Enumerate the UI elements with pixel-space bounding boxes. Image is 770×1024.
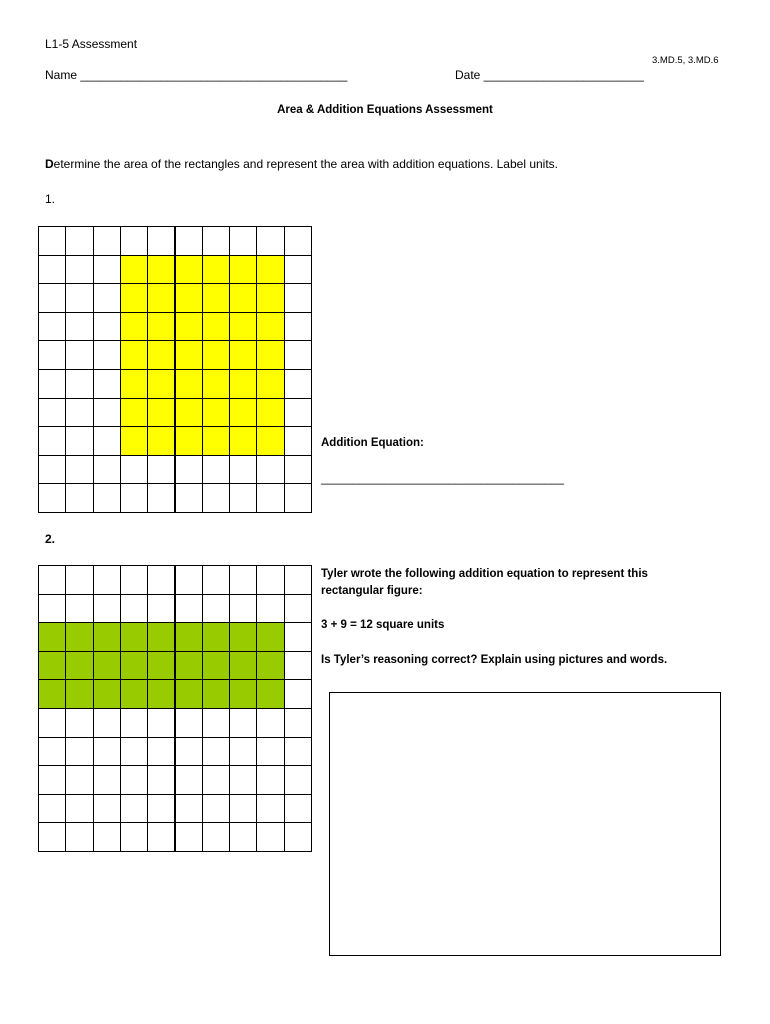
q2-prompt-line2: rectangular figure: [321,585,423,597]
q1-grid-cell [147,255,175,285]
q2-grid-cell [175,708,203,738]
q1-grid-cell [175,369,203,399]
q2-grid-cell [256,565,284,595]
q2-grid-cell [202,737,230,767]
q1-grid-cell [147,398,175,428]
q2-grid-cell [38,822,66,852]
q2-grid-cell [65,794,93,824]
q1-grid-cell [38,426,66,456]
q1-grid-cell [65,455,93,485]
q1-grid-cell [147,283,175,313]
q1-grid-cell [93,455,121,485]
q2-grid-cell [175,651,203,681]
q2-grid-cell [229,708,257,738]
q1-grid-cell [38,283,66,313]
q1-grid-cell [202,340,230,370]
q2-grid-cell [175,737,203,767]
q1-grid-cell [284,283,312,313]
q2-grid-cell [256,765,284,795]
q2-grid-cell [93,765,121,795]
q2-grid-cell [120,565,148,595]
q1-grid-cell [147,426,175,456]
q2-grid-cell [147,822,175,852]
q2-grid-cell [202,708,230,738]
q2-question: Is Tyler’s reasoning correct? Explain using pictures and words. [321,654,668,666]
q2-grid-cell [147,679,175,709]
q1-grid-cell [175,255,203,285]
q1-grid-cell [38,398,66,428]
q1-grid-cell [65,255,93,285]
q2-grid-cell [202,622,230,652]
q1-grid-cell [120,426,148,456]
q1-grid [38,226,311,512]
q1-grid-cell [202,455,230,485]
q2-grid-cell [256,679,284,709]
q2-grid-cell [229,679,257,709]
q1-grid-cell [93,369,121,399]
q1-grid-cell [284,426,312,456]
q1-grid-cell [120,226,148,256]
q2-grid-cell [202,565,230,595]
q2-grid-cell [147,765,175,795]
q1-grid-cell [38,455,66,485]
q1-grid-cell [175,426,203,456]
q1-grid-cell [93,398,121,428]
q2-grid-cell [229,622,257,652]
q1-grid-cell [202,369,230,399]
q1-grid-cell [65,426,93,456]
q2-grid-cell [284,822,312,852]
q1-grid-cell [93,255,121,285]
q2-grid-cell [38,679,66,709]
q1-grid-cell [175,340,203,370]
q2-grid-cell [229,737,257,767]
q1-grid-cell [256,455,284,485]
date-field[interactable]: Date ________________________ [455,68,644,82]
q2-grid-cell [229,594,257,624]
q2-grid-cell [38,622,66,652]
q1-grid-cell [229,283,257,313]
q1-grid-cell [202,255,230,285]
lesson-label: L1-5 Assessment [45,37,138,51]
q2-grid-cell [175,679,203,709]
q2-answer-box[interactable] [329,692,721,956]
q1-grid-cell [147,483,175,513]
q1-grid-cell [229,226,257,256]
q1-grid-cell [93,340,121,370]
q2-grid-cell [93,708,121,738]
q1-grid-cell [202,398,230,428]
q2-grid-cell [93,794,121,824]
q2-grid-cell [147,622,175,652]
q2-grid-cell [284,679,312,709]
q2-grid-cell [256,822,284,852]
q1-grid-cell [284,312,312,342]
q1-grid-cell [175,312,203,342]
q2-grid-cell [175,594,203,624]
q2-grid-cell [38,708,66,738]
q1-grid-cell [120,340,148,370]
q2-grid-cell [93,594,121,624]
q1-grid-cell [229,312,257,342]
q2-grid-cell [147,794,175,824]
q2-grid-cell [38,794,66,824]
q1-grid-cell [38,312,66,342]
q2-grid-cell [65,622,93,652]
q2-grid-cell [229,651,257,681]
q2-grid-cell [229,794,257,824]
q2-grid-cell [38,594,66,624]
q2-grid-cell [120,822,148,852]
q1-grid-cell [256,398,284,428]
q2-grid-cell [284,594,312,624]
q1-grid-cell [93,312,121,342]
q2-grid-cell [65,565,93,595]
standards-label: 3.MD.5, 3.MD.6 [652,55,719,66]
q2-grid-cell [65,679,93,709]
q1-grid-cell [229,426,257,456]
q2-grid-cell [175,565,203,595]
q2-grid-cell [120,651,148,681]
q1-grid-cell [229,455,257,485]
q2-grid-cell [229,565,257,595]
q1-grid-cell [147,340,175,370]
q1-grid-cell [38,369,66,399]
q2-grid-cell [65,651,93,681]
q2-grid-cell [284,765,312,795]
q1-grid-cell [256,283,284,313]
q1-equation-label: Addition Equation: [321,437,424,449]
q1-grid-cell [120,312,148,342]
q2-grid-cell [175,765,203,795]
q2-prompt [321,566,741,600]
q2-grid-cell [284,708,312,738]
q1-grid-cell [256,340,284,370]
q1-grid-cell [229,398,257,428]
q2-grid-cell [256,622,284,652]
q2-grid-cell [38,565,66,595]
q1-grid-cell [284,369,312,399]
q1-number: 1. [45,192,56,206]
q2-grid-cell [284,622,312,652]
q2-grid-cell [147,708,175,738]
q1-grid-cell [284,483,312,513]
q1-grid-cell [175,226,203,256]
q1-grid-cell [120,483,148,513]
q1-grid-cell [229,255,257,285]
q1-grid-cell [284,455,312,485]
q2-grid-cell [284,737,312,767]
q1-grid-cell [38,483,66,513]
q1-grid-cell [65,369,93,399]
q1-grid-cell [120,283,148,313]
q2-grid-cell [202,679,230,709]
q1-grid-cell [175,455,203,485]
q2-grid-cell [284,794,312,824]
q2-grid-cell [229,765,257,795]
q2-grid-cell [65,737,93,767]
q1-grid-cell [229,369,257,399]
q2-number: 2. [45,532,56,546]
q2-grid-cell [93,651,121,681]
q1-grid-cell [38,226,66,256]
instructions-first-letter: D [45,157,54,171]
q1-grid-cell [256,226,284,256]
q2-grid-cell [256,651,284,681]
q2-grid-cell [120,679,148,709]
q2-grid-cell [256,708,284,738]
q2-grid-cell [202,765,230,795]
q2-grid-cell [147,651,175,681]
q1-grid-cell [229,483,257,513]
q2-grid-cell [202,594,230,624]
q1-grid-cell [147,369,175,399]
q2-grid [38,565,311,851]
q2-grid-cell [65,708,93,738]
q1-grid-cell [202,312,230,342]
q1-grid-cell [120,398,148,428]
q2-grid-cell [147,737,175,767]
q2-grid-cell [284,565,312,595]
q1-grid-cell [256,426,284,456]
q2-grid-cell [38,765,66,795]
q1-grid-cell [202,226,230,256]
q1-grid-cell [65,312,93,342]
q1-grid-cell [147,226,175,256]
q1-grid-cell [256,369,284,399]
q1-grid-cell [65,226,93,256]
q1-grid-cell [93,483,121,513]
q2-grid-cell [93,622,121,652]
q1-grid-cell [65,283,93,313]
q2-grid-cell [202,822,230,852]
q1-grid-cell [256,312,284,342]
q1-grid-cell [284,398,312,428]
q1-grid-cell [65,398,93,428]
instructions [45,157,558,171]
q2-grid-cell [202,794,230,824]
q1-grid-cell [202,283,230,313]
q2-grid-cell [120,594,148,624]
q2-grid-cell [120,737,148,767]
q1-answer-line[interactable]: ______________________________________ [321,473,565,485]
q1-grid-cell [93,426,121,456]
q1-grid-cell [93,283,121,313]
q2-grid-cell [256,794,284,824]
page-title: Area & Addition Equations Assessment [277,104,493,116]
q1-grid-cell [256,483,284,513]
q2-grid-cell [120,708,148,738]
q2-grid-cell [120,765,148,795]
q2-grid-cell [175,622,203,652]
q1-grid-cell [284,340,312,370]
q1-grid-cell [202,483,230,513]
q2-grid-cell [65,822,93,852]
q2-grid-cell [65,594,93,624]
q1-grid-cell [202,426,230,456]
q2-grid-cell [120,794,148,824]
q2-grid-cell [147,565,175,595]
q1-grid-cell [175,483,203,513]
q2-grid-cell [284,651,312,681]
q2-grid-cell [256,737,284,767]
q2-grid-cell [93,565,121,595]
q2-grid-cell [38,737,66,767]
q1-grid-cell [229,340,257,370]
q1-grid-cell [120,255,148,285]
q1-grid-cell [284,226,312,256]
instructions-text: etermine the area of the rectangles and represent the area with addition equations. Label units. [53,157,558,171]
q2-grid-cell [120,622,148,652]
q1-grid-cell [175,398,203,428]
q1-grid-cell [38,255,66,285]
q1-grid-cell [147,312,175,342]
q1-grid-cell [93,226,121,256]
q2-grid-cell [147,594,175,624]
q1-grid-cell [147,455,175,485]
q2-grid-cell [175,794,203,824]
q2-grid-cell [93,679,121,709]
q2-grid-cell [38,651,66,681]
q2-grid-cell [175,822,203,852]
q2-grid-cell [93,822,121,852]
q2-equation: 3 + 9 = 12 square units [321,619,445,631]
name-field[interactable]: Name ________________________________________ [45,68,348,82]
q1-grid-cell [65,483,93,513]
q1-grid-cell [120,455,148,485]
q2-prompt-line1: Tyler wrote the following addition equation to represent this [321,568,648,580]
q1-grid-cell [120,369,148,399]
q1-grid-cell [284,255,312,285]
q2-grid-cell [65,765,93,795]
q1-grid-cell [175,283,203,313]
q1-grid-cell [65,340,93,370]
q2-grid-cell [93,737,121,767]
q2-grid-cell [229,822,257,852]
q2-grid-cell [202,651,230,681]
q1-grid-cell [38,340,66,370]
q1-grid-cell [256,255,284,285]
q2-grid-cell [256,594,284,624]
